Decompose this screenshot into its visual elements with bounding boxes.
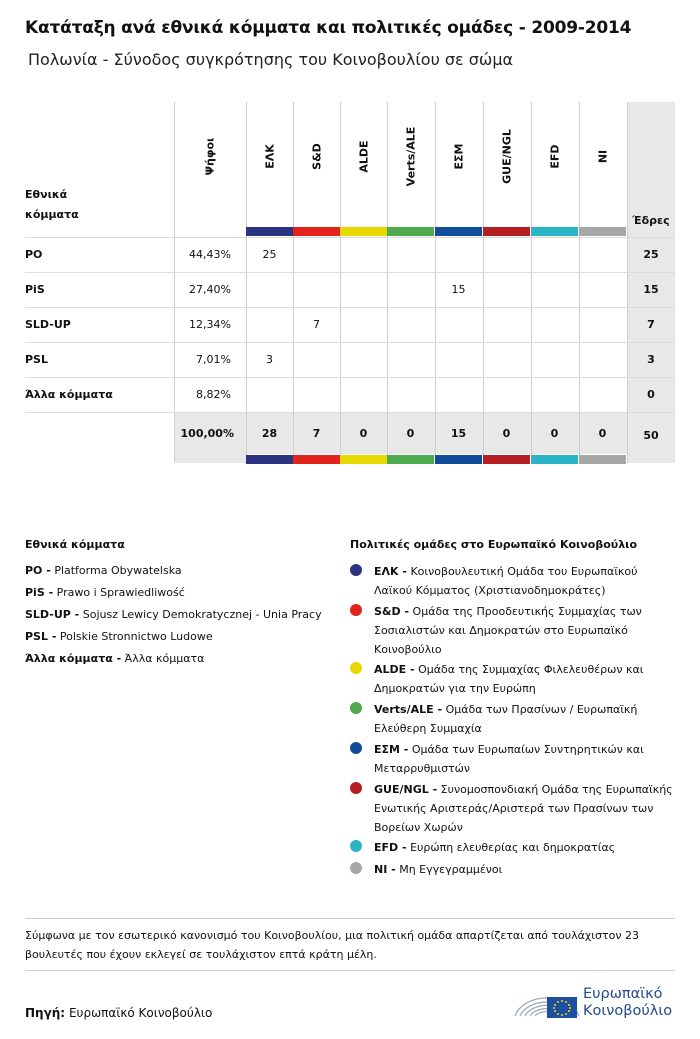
group-legend-text-4	[374, 740, 674, 778]
seat-cell-2-1: 7	[313, 318, 320, 331]
seat-cell-3-0: 3	[266, 353, 273, 366]
divider	[25, 970, 675, 971]
total-votes: 100,00%	[180, 427, 234, 440]
national-legend-name-2: Sojusz Lewicy Demokratycznej - Unia Pracy	[82, 608, 322, 621]
footnote: Σύμφωνα με τον εσωτερικό κανονισμό του Κοινοβουλίου, μια πολιτική ομάδα απαρτίζεται από τουλάχιστον 23 βουλευτές που έχουν εκλεγεί σε τουλάχιστον επτά κράτη μέλη.	[25, 929, 639, 961]
group-color-bar-bottom-0	[246, 455, 293, 464]
group-legend-dot-0	[350, 564, 362, 576]
group-legend-text-1	[374, 602, 674, 659]
party-label-0: PO	[25, 248, 43, 261]
page-subtitle: Πολωνία - Σύνοδος συγκρότησης του Κοινοβουλίου σε σώμα	[28, 50, 514, 69]
source-line	[25, 1006, 212, 1020]
group-legend-name-6: Ευρώπη ελευθερίας και δημοκρατίας	[410, 841, 616, 854]
national-legend-heading: Εθνικά κόμματα	[25, 538, 125, 551]
row-header-line-2: κόμματα	[25, 208, 79, 221]
divider	[25, 918, 675, 919]
grid-line	[25, 377, 675, 378]
national-legend-item-2	[25, 608, 322, 621]
group-legend-name-7: Μη Εγγεγραμμένοι	[399, 863, 503, 876]
party-label-1: PiS	[25, 283, 45, 296]
group-color-bar-top-4	[435, 227, 482, 236]
total-cell-1: 7	[312, 427, 321, 440]
grid-line	[25, 307, 675, 308]
group-header-2: ALDE	[357, 140, 371, 173]
total-cell-2: 0	[359, 427, 368, 440]
national-legend-abbr-0: PO -	[25, 564, 51, 577]
total-seats: 50	[643, 429, 659, 442]
page-title: Κατάταξη ανά εθνικά κόμματα και πολιτικές ομάδες - 2009-2014	[25, 18, 632, 38]
group-legend-name-1: Ομάδα της Προοδευτικής Συμμαχίας των Σοσιαλιστών και Δημοκρατών στο Ευρωπαϊκό Κοινοβούλιο	[374, 605, 642, 656]
group-color-bar-top-3	[387, 227, 434, 236]
grid-line	[25, 412, 675, 413]
total-cell-4: 15	[450, 427, 467, 440]
group-legend-abbr-5: GUE/NGL -	[374, 783, 438, 796]
logo-wordmark	[583, 986, 672, 1020]
total-cell-7: 0	[598, 427, 607, 440]
group-header-6: EFD	[548, 144, 562, 169]
national-legend-name-4: Άλλα κόμματα	[124, 652, 205, 665]
group-color-bar-top-2	[340, 227, 387, 236]
group-legend-abbr-6: EFD -	[374, 841, 407, 854]
source-value: Ευρωπαϊκό Κοινοβούλιο	[68, 1006, 213, 1020]
national-legend-name-3: Polskie Stronnictwo Ludowe	[59, 630, 213, 643]
group-legend-text-6	[374, 838, 674, 857]
total-cell-3: 0	[406, 427, 415, 440]
total-cell-0: 28	[261, 427, 278, 440]
group-color-bar-top-7	[579, 227, 626, 236]
grid-line	[531, 102, 532, 463]
group-legend-name-4: Ομάδα των Ευρωπαίων Συντηρητικών και Μεταρρυθμιστών	[374, 743, 644, 775]
group-legend-dot-6	[350, 840, 362, 852]
group-legend-dot-2	[350, 662, 362, 674]
group-legend-text-5	[374, 780, 674, 837]
party-seats-1: 15	[643, 283, 659, 296]
party-label-4: Άλλα κόμματα	[25, 388, 113, 401]
group-legend-text-0	[374, 562, 674, 600]
group-legend-dot-7	[350, 862, 362, 874]
logo-line-1: Ευρωπαϊκό	[583, 986, 663, 1002]
party-votes-4: 8,82%	[196, 388, 231, 401]
total-cell-5: 0	[502, 427, 511, 440]
source-label: Πηγή:	[25, 1006, 66, 1020]
party-seats-2: 7	[647, 318, 655, 331]
group-header-5: GUE/NGL	[500, 129, 514, 184]
national-legend-item-4	[25, 652, 204, 665]
grid-line	[293, 102, 294, 463]
grid-line	[25, 342, 675, 343]
seat-cell-1-4: 15	[451, 283, 466, 296]
party-votes-1: 27,40%	[189, 283, 231, 296]
party-seats-0: 25	[643, 248, 659, 261]
group-legend-dot-5	[350, 782, 362, 794]
total-cell-6: 0	[550, 427, 559, 440]
group-color-bar-top-0	[246, 227, 293, 236]
group-legend-text-7	[374, 860, 674, 879]
group-color-bar-bottom-3	[387, 455, 434, 464]
group-header-4: ΕΣΜ	[452, 143, 466, 170]
grid-line	[246, 102, 247, 463]
group-color-bar-top-1	[293, 227, 340, 236]
group-legend-abbr-2: ALDE -	[374, 663, 415, 676]
group-header-0: ΕΛΚ	[263, 144, 277, 169]
party-votes-3: 7,01%	[196, 353, 231, 366]
national-legend-item-1	[25, 586, 185, 599]
group-header-3: Verts/ALE	[404, 126, 418, 187]
party-seats-3: 3	[647, 353, 655, 366]
group-color-bar-bottom-2	[340, 455, 387, 464]
national-legend-name-0: Platforma Obywatelska	[54, 564, 182, 577]
national-legend-item-0	[25, 564, 182, 577]
group-color-bar-bottom-7	[579, 455, 626, 464]
party-seats-4: 0	[647, 388, 655, 401]
votes-column-header: Ψήφοι	[203, 137, 217, 176]
party-votes-2: 12,34%	[189, 318, 231, 331]
group-color-bar-top-5	[483, 227, 530, 236]
group-legend-name-5: Συνομοσπονδιακή Ομάδα της Ευρωπαϊκής Ενωτικής Αριστεράς/Αριστερά των Πρασίνων των Βορείων Χωρών	[374, 783, 673, 834]
grid-line	[483, 102, 484, 463]
national-legend-name-1: Prawo i Sprawiedliwość	[56, 586, 185, 599]
group-legend-name-3: Ομάδα των Πρασίνων / Ευρωπαϊκή Ελεύθερη Συμμαχία	[374, 703, 638, 735]
group-legend-dot-4	[350, 742, 362, 754]
national-legend-abbr-3: PSL -	[25, 630, 57, 643]
party-label-3: PSL	[25, 353, 48, 366]
group-legend-text-2	[374, 660, 674, 698]
row-header-line-1: Εθνικά	[25, 188, 68, 201]
grid-line	[25, 237, 675, 238]
group-legend-dot-3	[350, 702, 362, 714]
group-legend-name-2: Ομάδα της Συμμαχίας Φιλελευθέρων και Δημοκρατών για την Ευρώπη	[374, 663, 644, 695]
group-legend-abbr-1: S&D -	[374, 605, 410, 618]
group-legend-abbr-7: NI -	[374, 863, 396, 876]
national-legend-abbr-1: PiS -	[25, 586, 54, 599]
logo-line-2: Κοινοβούλιο	[583, 1003, 673, 1019]
group-color-bar-bottom-6	[531, 455, 578, 464]
group-header-7: NI	[596, 149, 610, 164]
groups-legend-heading: Πολιτικές ομάδες στο Ευρωπαϊκό Κοινοβούλιο	[350, 538, 638, 551]
group-legend-dot-1	[350, 604, 362, 616]
group-legend-abbr-3: Verts/ALE -	[374, 703, 443, 716]
grid-line	[25, 272, 675, 273]
seats-column-header: Έδρες	[632, 214, 670, 227]
group-color-bar-top-6	[531, 227, 578, 236]
group-legend-text-3	[374, 700, 674, 738]
national-legend-abbr-4: Άλλα κόμματα -	[25, 652, 122, 665]
group-color-bar-bottom-5	[483, 455, 530, 464]
national-legend-abbr-2: SLD-UP -	[25, 608, 80, 621]
group-legend-abbr-0: ΕΛΚ -	[374, 565, 407, 578]
party-votes-0: 44,43%	[189, 248, 231, 261]
seat-cell-0-0: 25	[262, 248, 277, 261]
party-label-2: SLD-UP	[25, 318, 71, 331]
grid-line	[387, 102, 388, 463]
national-legend-item-3	[25, 630, 213, 643]
group-color-bar-bottom-1	[293, 455, 340, 464]
grid-line	[579, 102, 580, 463]
group-color-bar-bottom-4	[435, 455, 482, 464]
group-header-1: S&D	[310, 143, 324, 170]
group-legend-abbr-4: ΕΣΜ -	[374, 743, 409, 756]
group-legend-name-0: Κοινοβουλευτική Ομάδα του Ευρωπαϊκού Λαϊκού Κόμματος (Χριστιανοδημοκράτες)	[374, 565, 638, 597]
grid-line	[340, 102, 341, 463]
